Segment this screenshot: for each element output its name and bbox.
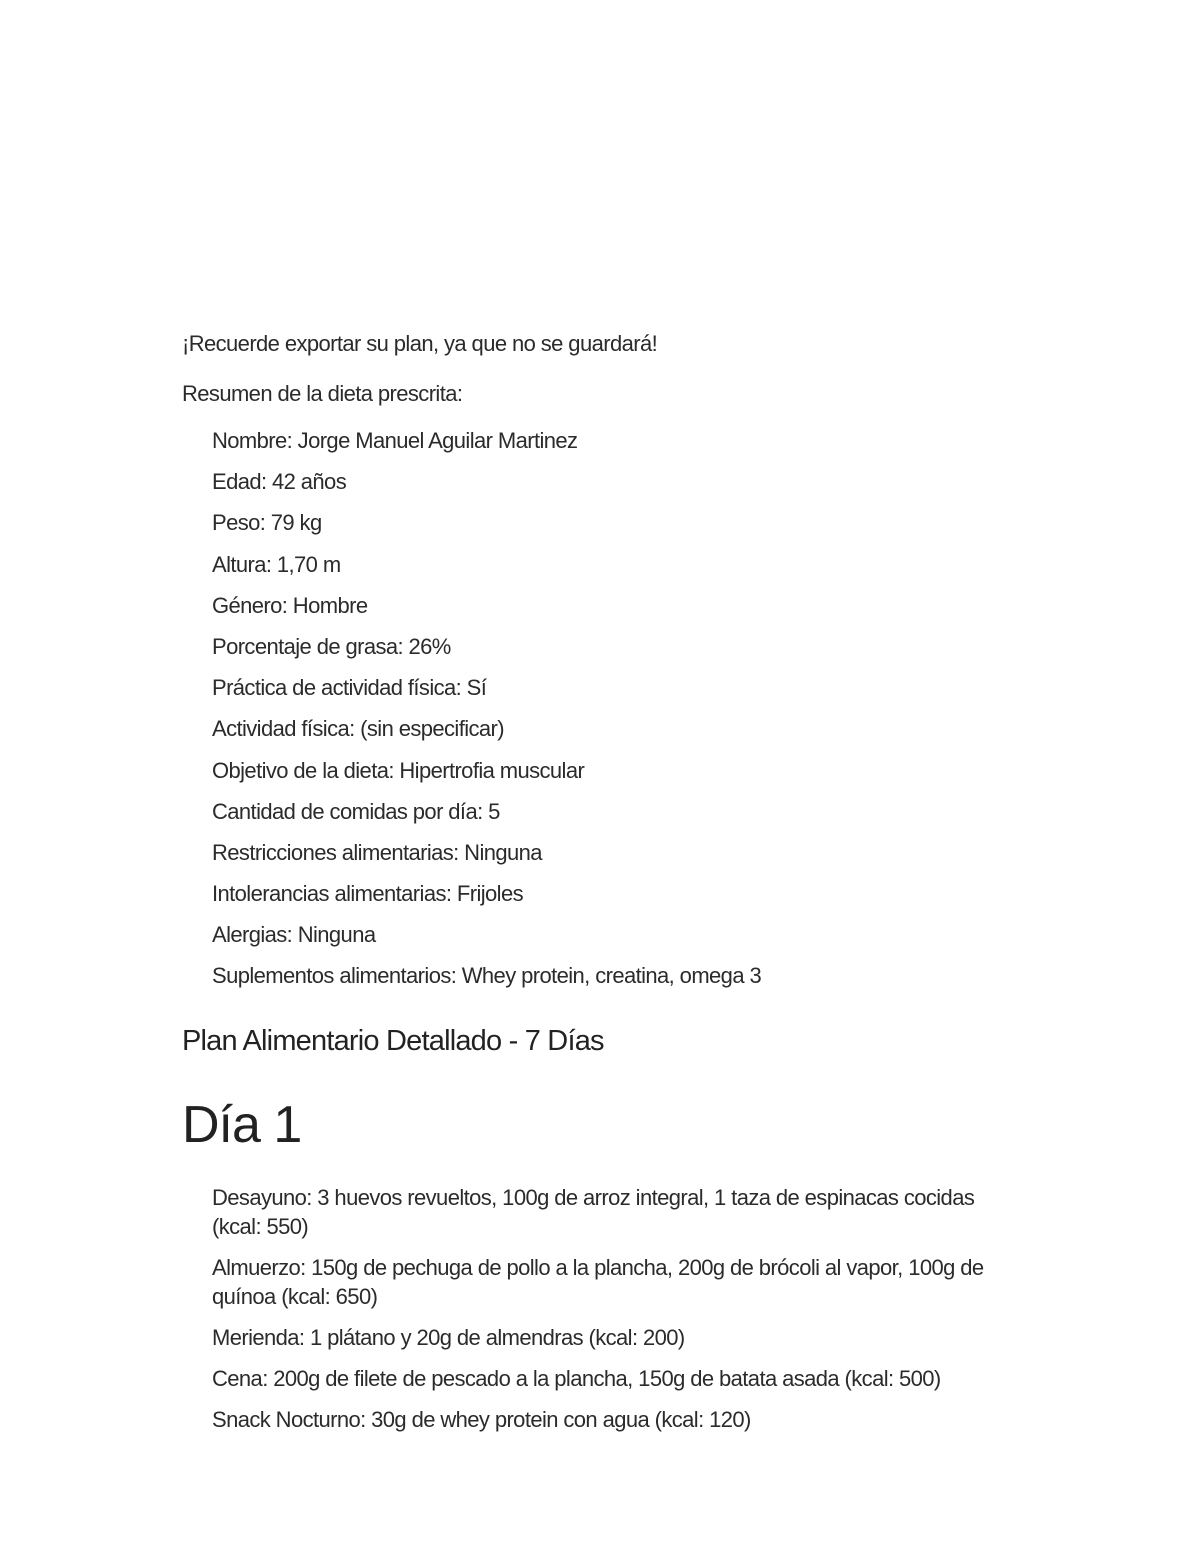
summary-item-weight: Peso: 79 kg xyxy=(212,510,322,536)
summary-item-age: Edad: 42 años xyxy=(212,469,347,495)
meal-item-dinner: Cena: 200g de filete de pescado a la plancha, 150g de batata asada (kcal: 500) xyxy=(212,1365,941,1391)
summary-title: Resumen de la dieta prescrita: xyxy=(182,381,463,406)
summary-list xyxy=(182,426,1042,1003)
summary-item-name: Nombre: Jorge Manuel Aguilar Martinez xyxy=(212,428,578,453)
summary-item-goal: Objetivo de la dieta: Hipertrofia muscular xyxy=(212,757,585,783)
meal-item-night-snack: Snack Nocturno: 30g de whey protein con agua (kcal: 120) xyxy=(212,1406,751,1432)
meal-item-breakfast: Desayuno: 3 huevos revueltos, 100g de arroz integral, 1 taza de espinacas cocidas (kcal: 550) xyxy=(212,1184,975,1239)
summary-item-supplements: Suplementos alimentarios: Whey protein, creatina, omega 3 xyxy=(212,963,762,989)
day-title: Día 1 xyxy=(182,1095,302,1154)
summary-item-body-fat: Porcentaje de grasa: 26% xyxy=(212,633,451,659)
export-reminder: ¡Recuerde exportar su plan, ya que no se guardará! xyxy=(182,331,658,356)
meal-list xyxy=(182,1183,1022,1434)
summary-item-gender: Género: Hombre xyxy=(212,592,368,618)
summary-item-allergies: Alergias: Ninguna xyxy=(212,922,376,948)
plan-title: Plan Alimentario Detallado - 7 Días xyxy=(182,1024,604,1057)
meal-item-lunch: Almuerzo: 150g de pechuga de pollo a la plancha, 200g de brócoli al vapor, 100g de quínoa (kcal: 650) xyxy=(212,1254,984,1309)
summary-item-activity-type: Actividad física: (sin especificar) xyxy=(212,716,504,742)
summary-item-height: Altura: 1,70 m xyxy=(212,551,341,577)
summary-item-restrictions: Restricciones alimentarias: Ninguna xyxy=(212,839,542,865)
summary-item-activity-practice: Práctica de actividad física: Sí xyxy=(212,675,487,701)
document-page xyxy=(182,328,1042,1446)
summary-item-meals-per-day: Cantidad de comidas por día: 5 xyxy=(212,798,500,824)
meal-item-snack: Merienda: 1 plátano y 20g de almendras (kcal: 200) xyxy=(212,1324,685,1350)
summary-item-intolerances: Intolerancias alimentarias: Frijoles xyxy=(212,881,523,907)
